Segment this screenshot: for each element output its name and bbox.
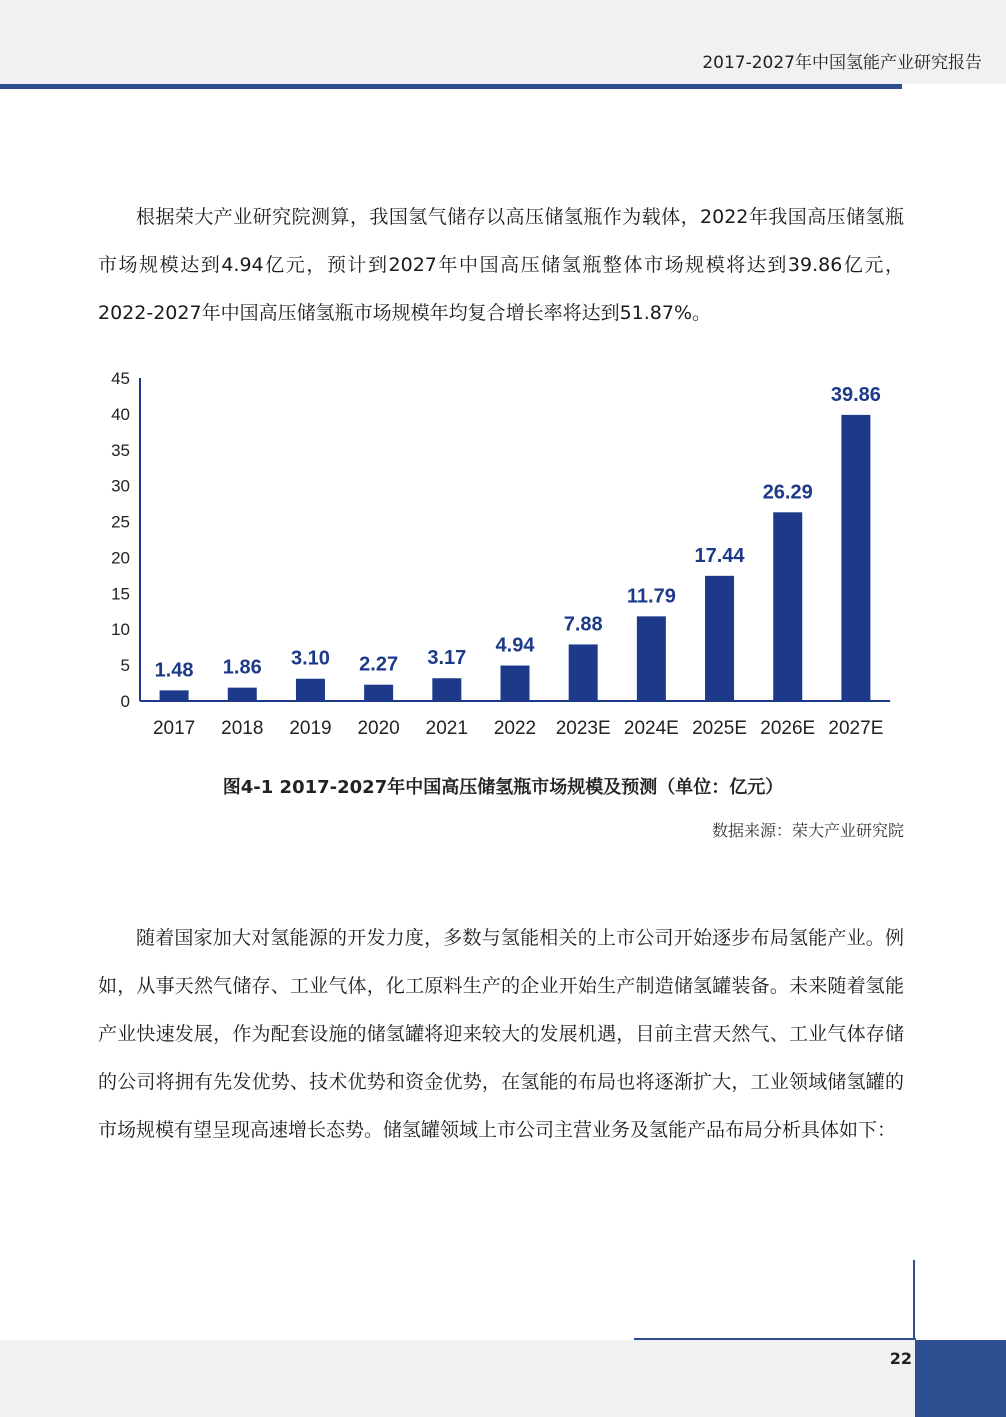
y-tick-label: 10	[111, 620, 130, 640]
bar	[501, 666, 530, 701]
y-tick-label: 20	[111, 548, 130, 568]
x-tick-label: 2027E	[828, 718, 884, 739]
market-size-chart	[98, 360, 918, 750]
bar	[569, 644, 598, 701]
bar	[773, 512, 802, 701]
bar-value-label: 2.27	[359, 653, 399, 676]
y-tick-label: 15	[111, 584, 130, 604]
footer-divider	[634, 1338, 916, 1340]
x-tick-label: 2024E	[623, 718, 679, 739]
footer-vertical-line	[913, 1260, 915, 1340]
bar-value-label: 4.94	[495, 634, 535, 657]
x-tick-label: 2025E	[692, 718, 748, 739]
page-number: 22	[889, 1349, 912, 1368]
y-tick-label: 45	[111, 369, 130, 388]
x-tick-label: 2021	[425, 718, 468, 739]
chart-caption: 图4-1 2017-2027年中国高压储氢瓶市场规模及预测（单位：亿元）	[222, 777, 784, 798]
bar-value-label: 7.88	[563, 613, 603, 636]
bar	[841, 415, 870, 701]
bar-value-label: 11.79	[626, 585, 676, 608]
bar-value-label: 3.17	[427, 647, 467, 670]
bar	[364, 685, 393, 701]
x-tick-label: 2026E	[760, 718, 816, 739]
bar	[432, 678, 461, 701]
body-paragraph	[98, 914, 904, 1154]
footer-background	[0, 1340, 1006, 1417]
report-title: 2017-2027年中国氢能产业研究报告	[702, 53, 982, 73]
x-tick-label: 2023E	[555, 718, 611, 739]
bar-value-label: 17.44	[694, 544, 745, 567]
y-tick-label: 5	[120, 656, 130, 676]
bar-value-label: 3.10	[290, 647, 330, 670]
chart-source: 数据来源：荣大产业研究院	[711, 821, 904, 840]
bar	[228, 688, 257, 701]
bar	[637, 616, 666, 701]
header-divider	[0, 84, 902, 89]
bar-value-label: 1.86	[222, 656, 262, 679]
y-tick-label: 40	[111, 404, 130, 424]
x-tick-label: 2017	[152, 718, 196, 739]
bar	[160, 690, 189, 701]
x-tick-label: 2019	[289, 718, 332, 739]
bar-value-label: 39.86	[830, 383, 881, 406]
y-tick-label: 35	[111, 440, 130, 460]
bar	[705, 576, 734, 701]
y-tick-label: 30	[111, 476, 130, 496]
footer-accent-block	[915, 1340, 1006, 1417]
chart-svg	[98, 360, 918, 750]
intro-paragraph-text: 根据荣大产业研究院测算，我国氢气储存以高压储氢瓶作为载体，2022年我国高压储氢瓶市场规模达到4.94亿元，预计到2027年中国高压储氢瓶整体市场规模将达到39.86亿元，2022-2027年中国高压储氢瓶市场规模年均复合增长率将达到51.87%。	[98, 206, 904, 324]
intro-paragraph	[98, 193, 904, 337]
x-tick-label: 2022	[493, 718, 537, 739]
bar-value-label: 1.48	[154, 659, 194, 682]
bar-value-label: 26.29	[762, 481, 813, 504]
body-paragraph-text: 随着国家加大对氢能源的开发力度，多数与氢能相关的上市公司开始逐步布局氢能产业。例如，从事天然气储存、工业气体，化工原料生产的企业开始生产制造储氢罐装备。未来随着氢能产业快速发展，作为配套设施的储氢罐将迎来较大的发展机遇，目前主营天然气、工业气体存储的公司将拥有先发优势、技术优势和资金优势，在氢能的布局也将逐渐扩大，工业领域储氢罐的市场规模有望呈现高速增长态势。储氢罐领域上市公司主营业务及氢能产品布局分析具体如下：	[98, 927, 904, 1141]
y-tick-label: 0	[120, 692, 130, 711]
x-tick-label: 2018	[221, 718, 264, 739]
bar	[296, 679, 325, 701]
x-tick-label: 2020	[357, 718, 400, 739]
y-tick-label: 25	[111, 512, 130, 532]
